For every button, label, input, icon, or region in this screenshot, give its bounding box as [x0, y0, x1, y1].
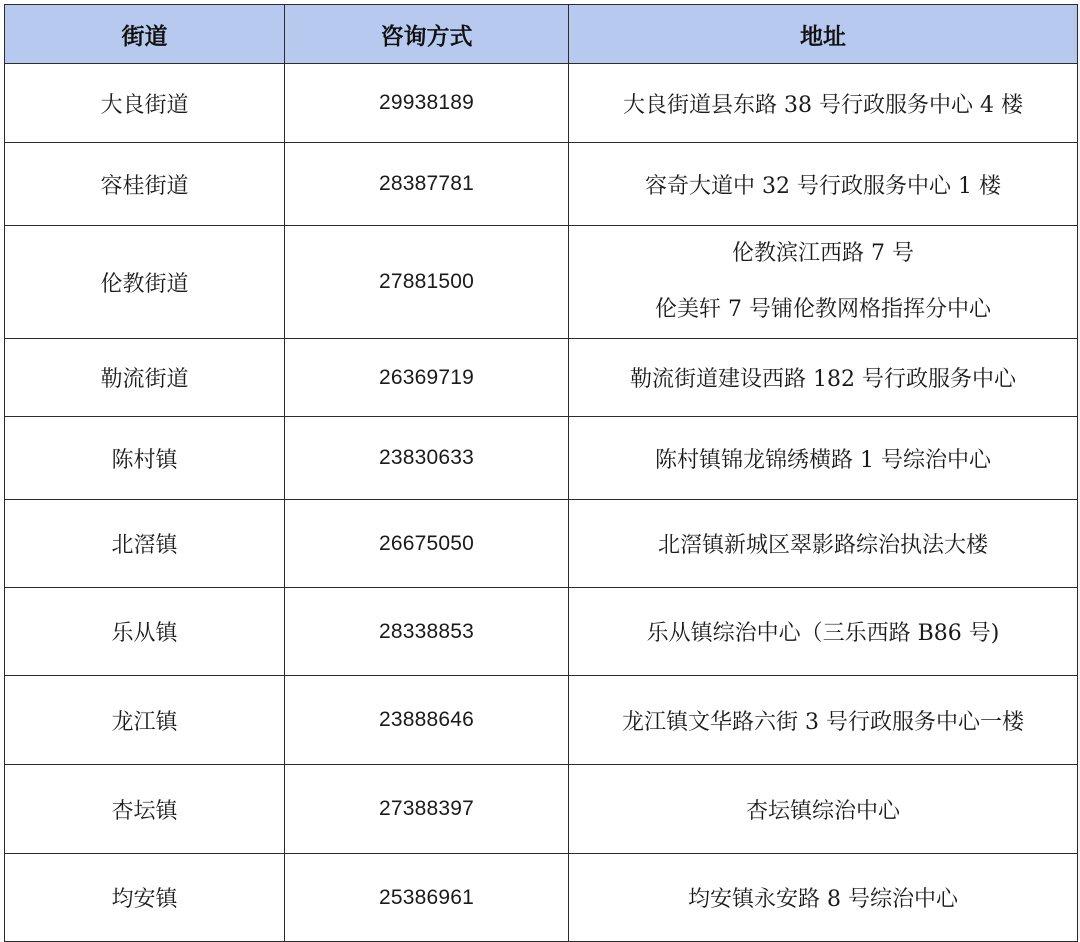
street-cell: 伦教街道 [5, 226, 285, 339]
street-cell: 陈村镇 [5, 417, 285, 500]
table-row [5, 143, 1078, 226]
page-edge-shadow [1074, 0, 1080, 939]
address-cell [569, 143, 1078, 226]
street-cell: 大良街道 [5, 64, 285, 143]
table-row [5, 339, 1078, 417]
table-row [5, 676, 1078, 765]
address-cell [569, 226, 1078, 339]
street-cell: 乐从镇 [5, 588, 285, 676]
address-cell [569, 64, 1078, 143]
street-cell: 北滘镇 [5, 500, 285, 588]
street-cell: 勒流街道 [5, 339, 285, 417]
street-cell: 龙江镇 [5, 676, 285, 765]
table-row [5, 500, 1078, 588]
table-row [5, 226, 1078, 339]
phone-cell: 27881500 [285, 226, 569, 339]
table-body [5, 64, 1078, 942]
phone-cell: 27388397 [285, 765, 569, 854]
table-row [5, 588, 1078, 676]
address-line: 乐从镇综治中心（三乐西路 B86 号) [646, 621, 1000, 646]
address-cell [569, 588, 1078, 676]
table-row [5, 417, 1078, 500]
street-cell: 杏坛镇 [5, 765, 285, 854]
address-cell [569, 500, 1078, 588]
phone-cell: 29938189 [285, 64, 569, 143]
table-row [5, 64, 1078, 143]
phone-cell: 28338853 [285, 588, 569, 676]
header-contact: 咨询方式 [285, 5, 569, 64]
table-row [5, 854, 1078, 942]
table-header-row [5, 5, 1078, 64]
address-cell [569, 417, 1078, 500]
address-cell [569, 339, 1078, 417]
phone-cell: 26675050 [285, 500, 569, 588]
address-cell [569, 854, 1078, 942]
address-line: 陈村镇锦龙锦绣横路 1 号综治中心 [655, 447, 991, 473]
address-line: 容奇大道中 32 号行政服务中心 1 楼 [645, 173, 1001, 199]
address-line: 北滘镇新城区翠影路综治执法大楼 [657, 533, 988, 558]
phone-cell: 28387781 [285, 143, 569, 226]
header-address: 地址 [569, 5, 1078, 64]
phone-cell: 26369719 [285, 339, 569, 417]
street-cell: 容桂街道 [5, 143, 285, 226]
phone-cell: 23888646 [285, 676, 569, 765]
address-line: 大良街道县东路 38 号行政服务中心 4 楼 [623, 92, 1023, 118]
address-line: 龙江镇文华路六街 3 号行政服务中心一楼 [622, 709, 1024, 735]
address-cell [569, 676, 1078, 765]
contact-table [4, 4, 1078, 942]
header-street: 街道 [5, 5, 285, 64]
phone-cell: 25386961 [285, 854, 569, 942]
address-line: 均安镇永安路 8 号综治中心 [688, 887, 958, 912]
address-line: 伦美轩 7 号铺伦教网格指挥分中心 [655, 297, 991, 322]
phone-cell: 23830633 [285, 417, 569, 500]
table-row [5, 765, 1078, 854]
street-cell: 均安镇 [5, 854, 285, 942]
address-line: 杏坛镇综治中心 [745, 798, 900, 824]
address-line: 勒流街道建设西路 182 号行政服务中心 [630, 367, 1016, 392]
address-cell [569, 765, 1078, 854]
address-line: 伦教滨江西路 7 号 [732, 241, 914, 266]
